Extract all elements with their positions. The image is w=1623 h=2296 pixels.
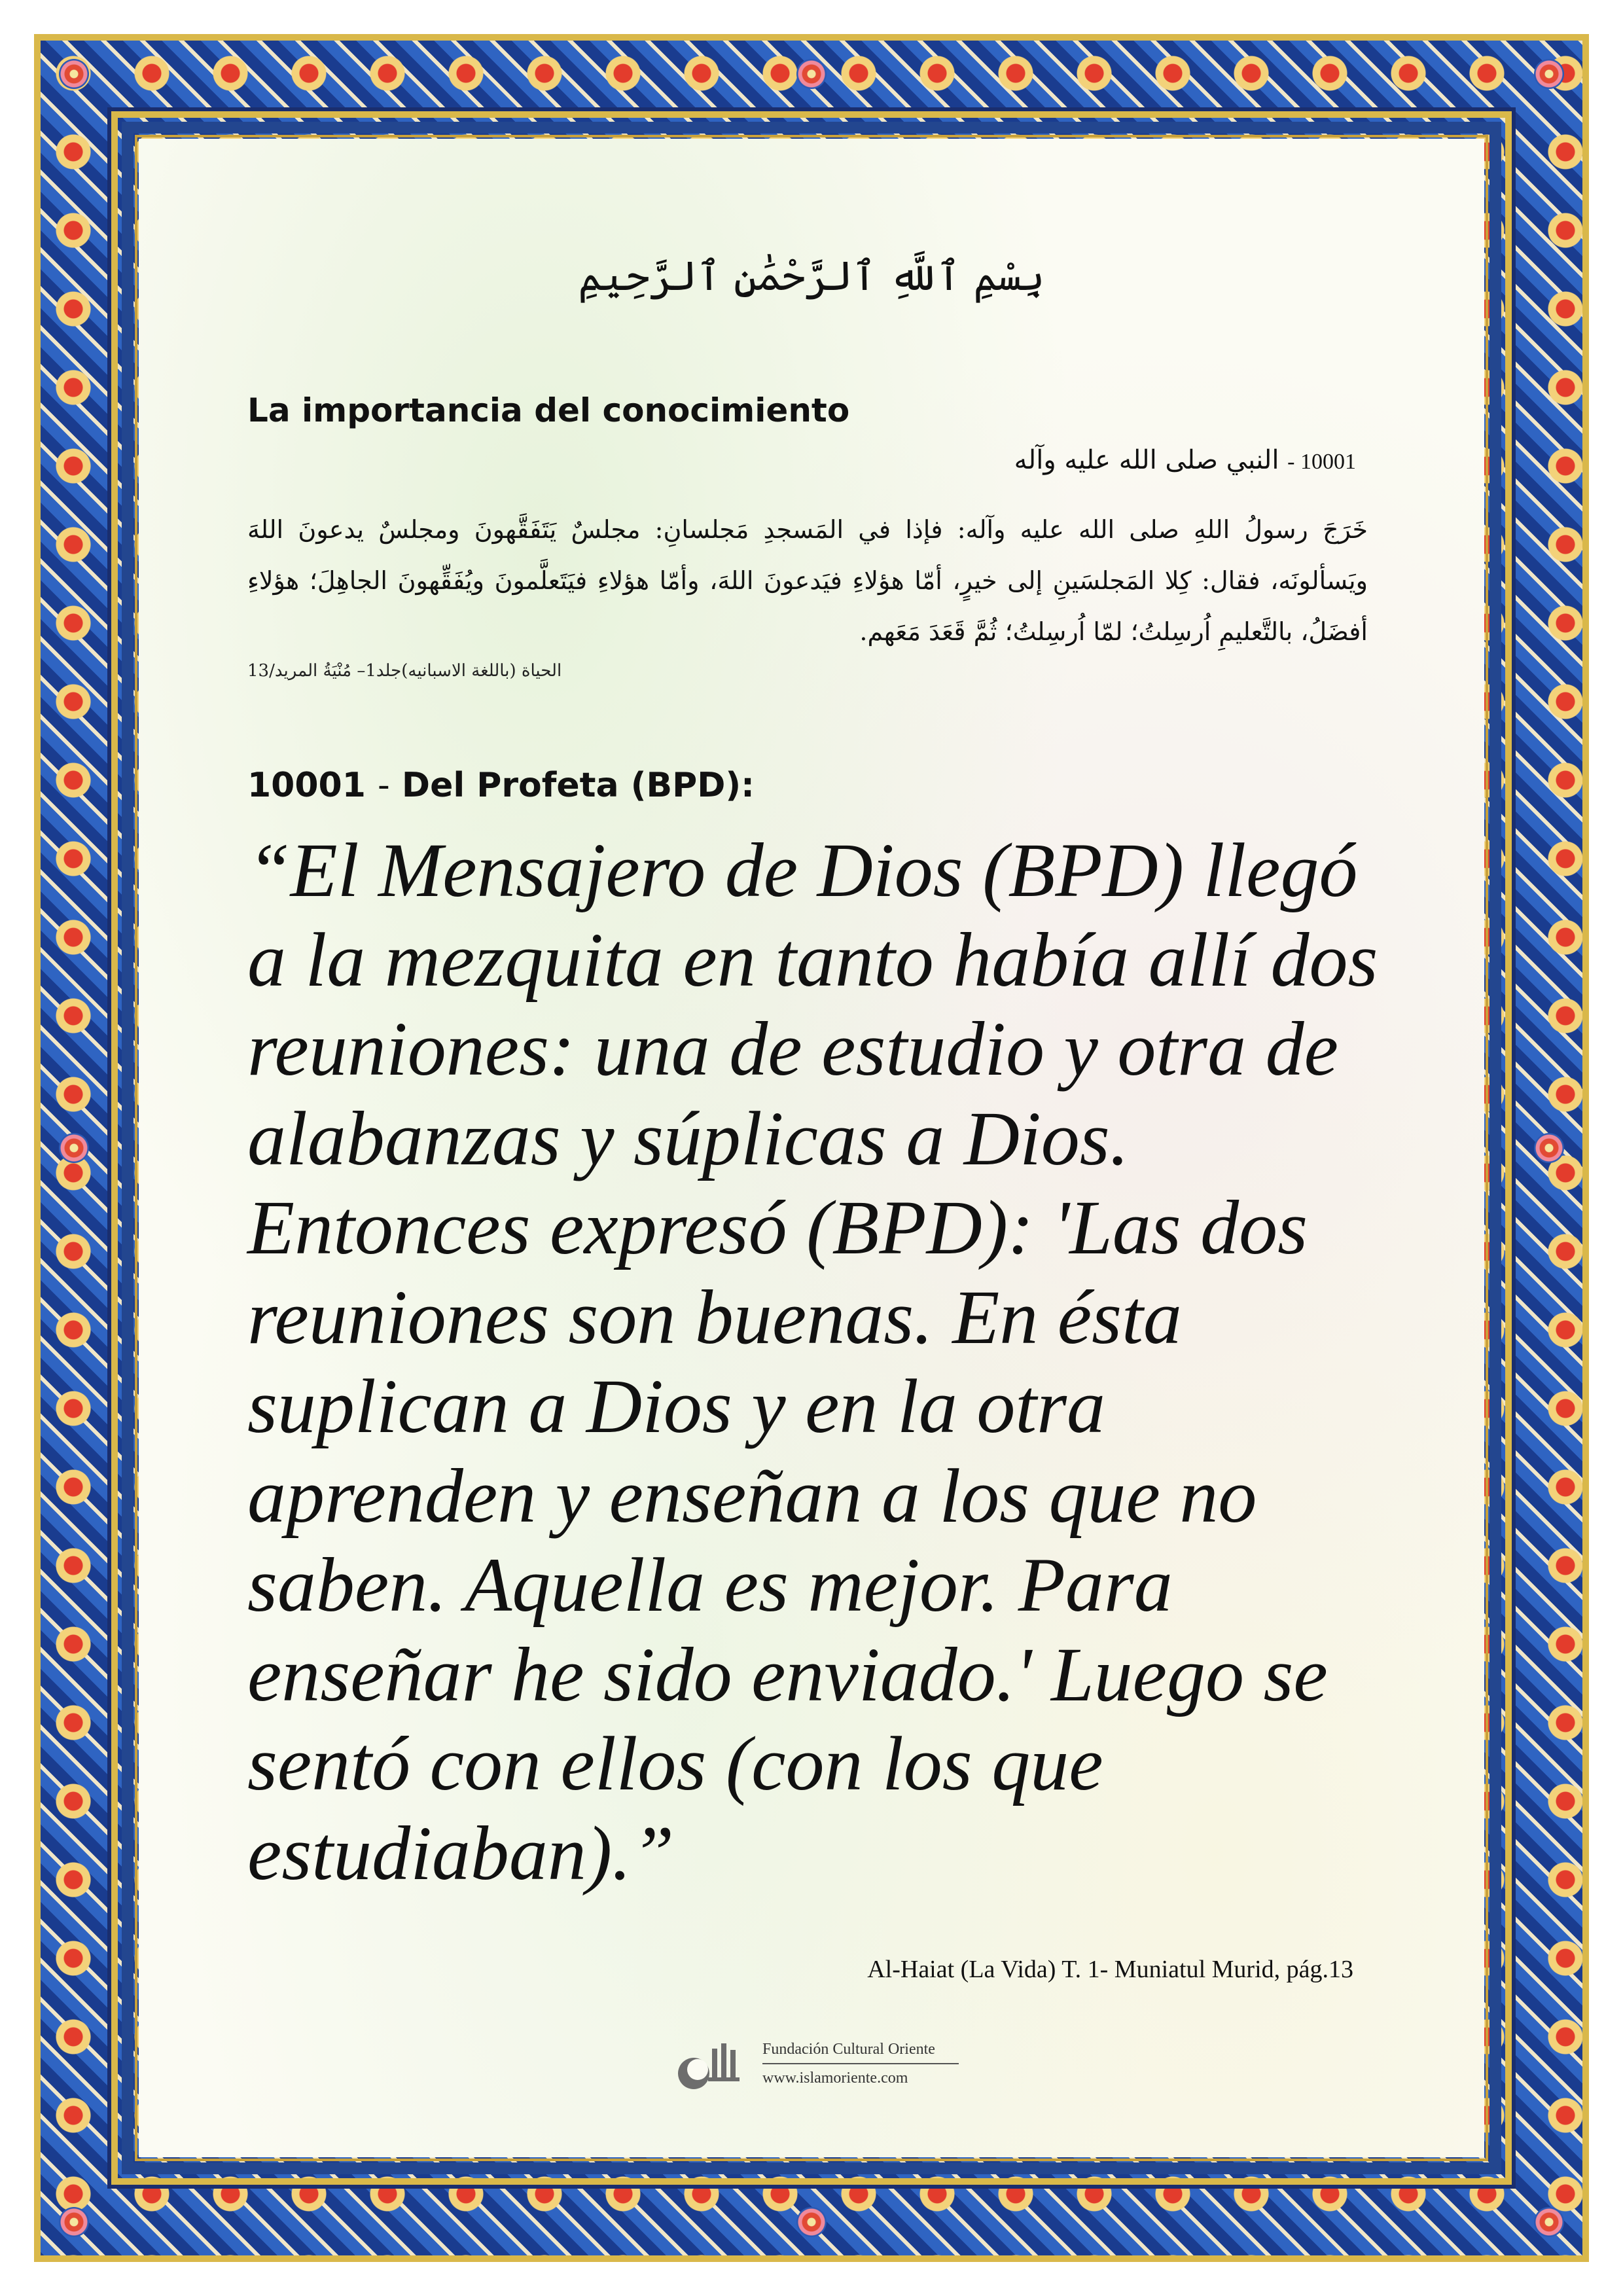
hadith-number: 10001 [247, 766, 366, 805]
arabic-heading [1014, 445, 1356, 475]
arabic-heading-number: 10001 - [1287, 450, 1356, 474]
rosette-icon [59, 59, 89, 89]
rosette-icon [1534, 2207, 1564, 2237]
rosette-icon [1534, 59, 1564, 89]
organization-name: Fundación Cultural Oriente [762, 2041, 935, 2058]
arabic-hadith-text: خَرَجَ رسولُ اللهِ صلى الله عليه وآله: فإذا في المَسجدِ مَجلسانِ: مجلسٌ يَتَفَقَّهونَ ومجلسٌ يدعونَ اللهَ ويَسألونَه، فقال: كِلا المَجلسَينِ إلى خيرٍ، أمّا هؤلاءِ فيَدعونَ اللهَ، وأمّا هؤلاءِ فيَتَعلَّمونَ ويُفَقِّهونَ الجاهِلَ؛ هؤلاءِ أفضَلُ، بالتَّعليمِ اُرسِلتُ؛ لمّا اُرسِلتُ؛ ثُمَّ قَعَدَ مَعَهم. [247, 515, 1368, 646]
rosette-icon [796, 59, 827, 89]
hadith-source: Al-Haiat (La Vida) T. 1- Muniatul Murid, pág.13 [867, 1956, 1353, 1983]
hadith-attribution: Del Profeta (BPD): [401, 766, 755, 805]
rosette-icon [796, 2207, 827, 2237]
page-title: La importancia del conocimiento [247, 391, 850, 429]
hadith-header [247, 766, 755, 805]
fundacion-logo-icon [668, 2036, 753, 2094]
bismillah-heading: بِسْمِ ٱللَّهِ ٱلرَّحْمَٰنِ ٱلرَّحِيمِ [578, 252, 1045, 300]
hadith-separator: - [378, 766, 390, 805]
organization-url: www.islamoriente.com [762, 2070, 908, 2087]
footer-divider [762, 2063, 959, 2064]
arabic-heading-text: النبي صلى الله عليه وآله [1014, 445, 1279, 475]
rosette-icon [59, 1133, 89, 1163]
hadith-spanish-text: “El Mensajero de Dios (BPD) llegó a la mezquita en tanto había allí dos reuniones: una de estudio y otra de alabanzas y súplicas a Dios. Entonces expresó (BPD): 'Las dos reuniones son buenas. En ésta suplican a Dios y en la otra aprenden y enseñan a los que no saben. Aquella es mejor. Para enseñar he sido enviado.' Luego se sentó con ellos (con los que estudiaban).” [247, 827, 1378, 1896]
arabic-source: الحياة (باللغة الاسبانيه)جلد1– مُنْيَةُ المريد/13 [247, 661, 562, 681]
rosette-icon [1534, 1133, 1564, 1163]
rosette-icon [59, 2207, 89, 2237]
